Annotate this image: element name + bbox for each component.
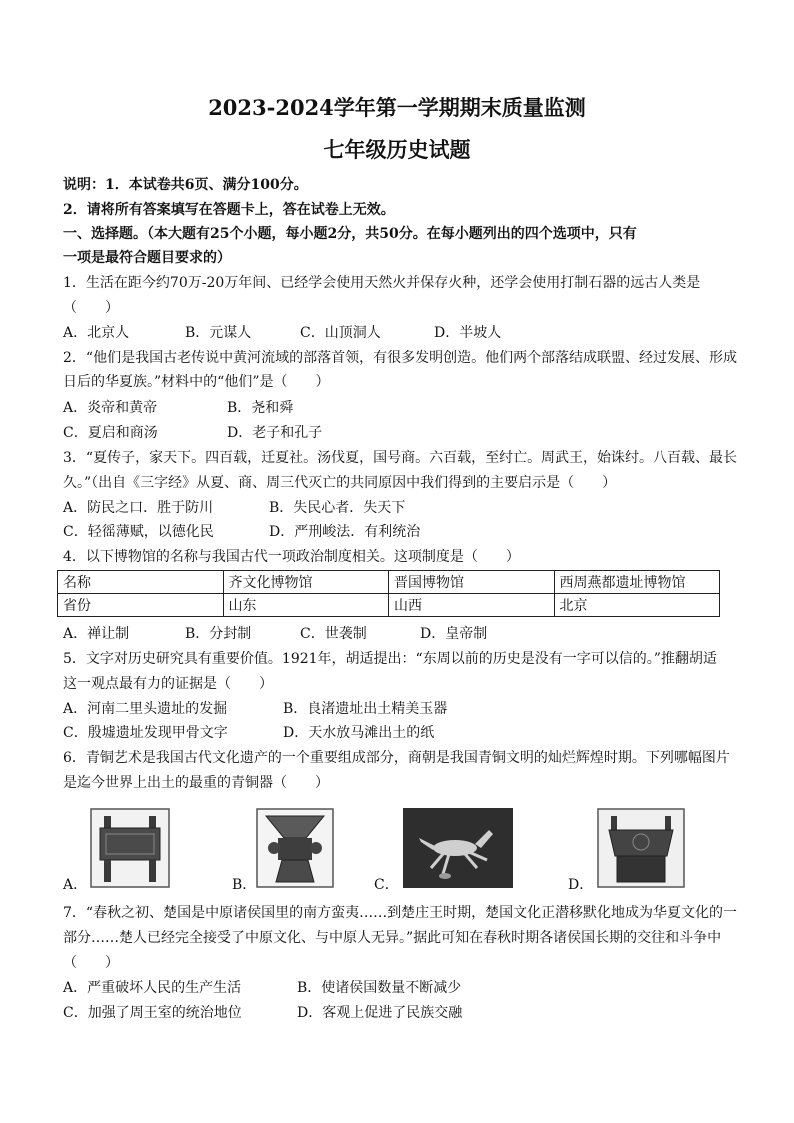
q4-option-c[interactable]: C．世袭制 [300,626,367,642]
bronze-lei-icon[interactable] [597,808,685,888]
museum-table [57,570,720,617]
q6-label-b[interactable]: B． [232,877,257,893]
q2-stem-line-2: 日后的华夏族。”材料中的“他们”是（ ） [63,374,330,390]
q7-stem-line-3: （ ） [63,955,119,971]
q2-option-c[interactable]: C．夏启和商汤 [63,425,158,441]
q3-stem-line-1: 3．“夏传子，家天下。四百载，迁夏社。汤伐夏，国号商。六百载，至纣亡。周武王，始诛纣。八百载、最长 [63,450,738,466]
q5-option-d[interactable]: D．天水放马滩出土的纸 [283,725,435,741]
exam-title: 2023-2024学年第一学期期末质量监测 [208,95,586,120]
q3-option-a[interactable]: A．防民之口．胜于防川 [63,500,214,516]
q5-option-b[interactable]: B．良渚遗址出土精美玉器 [283,701,448,717]
section-heading-line-1: 一、选择题。（本大题有25个小题，每小题2分，共50分。在每小题列出的四个选项中，只有 [63,226,637,242]
q4-option-b[interactable]: B．分封制 [185,626,252,642]
table-cell: 名称 [58,571,224,594]
table-row [58,594,720,617]
table-cell: 省份 [58,594,224,617]
exam-subtitle: 七年级历史试题 [323,137,471,162]
q4-stem-line-1: 4．以下博物馆的名称与我国古代一项政治制度相关。这项制度是（ ） [63,549,520,565]
q6-label-d[interactable]: D． [568,877,594,893]
table-cell: 西周燕都遗址博物馆 [554,571,720,594]
q6-stem-line-1: 6．青铜艺术是我国古代文化遗产的一个重要组成部分，商朝是我国青铜文明的灿烂辉煌时期。下列哪幅图片 [63,750,730,766]
q6-stem-line-2: 是迄今世界上出土的最重的青铜器（ ） [63,775,329,791]
instructions-line-2: 2．请将所有答案填写在答题卡上，答在试卷上无效。 [63,202,395,218]
q7-stem-line-1: 7．“春秋之初、楚国是中原诸侯国里的南方蛮夷……到楚庄王时期，楚国文化正潜移默化地成为华夏文化的一 [63,905,738,921]
table-cell: 山东 [223,594,389,617]
q1-option-d[interactable]: D．半坡人 [434,325,502,341]
table-cell: 北京 [554,594,720,617]
q7-option-b[interactable]: B．使诸侯国数量不断减少 [297,980,462,996]
q3-option-c[interactable]: C．轻徭薄赋，以德化民 [63,524,214,540]
q5-option-c[interactable]: C．殷墟遗址发现甲骨文字 [63,725,228,741]
q3-option-b[interactable]: B．失民心者．失天下 [269,500,406,516]
q6-label-c[interactable]: C． [374,877,399,893]
q7-option-c[interactable]: C．加强了周王室的统治地位 [63,1005,242,1021]
q6-label-a[interactable]: A． [63,877,88,893]
table-row [58,571,720,594]
q1-stem-line-2: （ ） [63,300,119,316]
table-cell: 山西 [389,594,555,617]
bronze-ding-icon[interactable] [90,808,170,888]
q3-option-d[interactable]: D．严刑峻法．有利统治 [269,524,421,540]
table-cell: 晋国博物馆 [389,571,555,594]
q1-option-c[interactable]: C．山顶洞人 [300,325,381,341]
q7-option-a[interactable]: A．严重破坏人民的生产生活 [63,980,242,996]
q1-option-a[interactable]: A．北京人 [63,325,130,341]
q5-stem-line-1: 5．文字对历史研究具有重要价值。1921年，胡适提出：“东周以前的历史是没有一字可以信的。”推翻胡适 [63,651,717,667]
q4-option-d[interactable]: D．皇帝制 [420,626,488,642]
q2-option-a[interactable]: A．炎帝和黄帝 [63,400,158,416]
q1-stem-line-1: 1．生活在距今约70万-20万年间、已经学会使用天然火并保存火种，还学会使用打制石器的远古人类是 [63,275,701,291]
q3-stem-line-2: 久。”（出自《三字经》从夏、商、周三代灭亡的共同原因中我们得到的主要启示是（ ） [63,475,617,491]
q4-option-a[interactable]: A．禅让制 [63,626,130,642]
q2-option-d[interactable]: D．老子和孔子 [227,425,323,441]
instructions-line-1: 说明：1．本试卷共6页、满分100分。 [63,177,308,193]
section-heading-line-2: 一项是最符合题目要求的） [63,250,231,266]
q2-stem-line-1: 2．“他们是我国古老传说中黄河流域的部落首领，有很多发明创造。他们两个部落结成联盟、经过发展、形成 [63,350,738,366]
table-cell: 齐文化博物馆 [223,571,389,594]
q2-option-b[interactable]: B．尧和舜 [227,400,294,416]
galloping-horse-icon[interactable] [403,808,513,888]
q1-option-b[interactable]: B．元谋人 [185,325,252,341]
q7-stem-line-2: 部分……楚人已经完全接受了中原文化、与中原人无异。”据此可知在春秋时期各诸侯国长期的交往和斗争中 [63,930,722,946]
q5-stem-line-2: 这一观点最有力的证据是（ ） [63,676,273,692]
q5-option-a[interactable]: A．河南二里头遗址的发掘 [63,701,228,717]
bronze-zun-icon[interactable] [256,808,334,888]
q7-option-d[interactable]: D．客观上促进了民族交融 [297,1005,463,1021]
